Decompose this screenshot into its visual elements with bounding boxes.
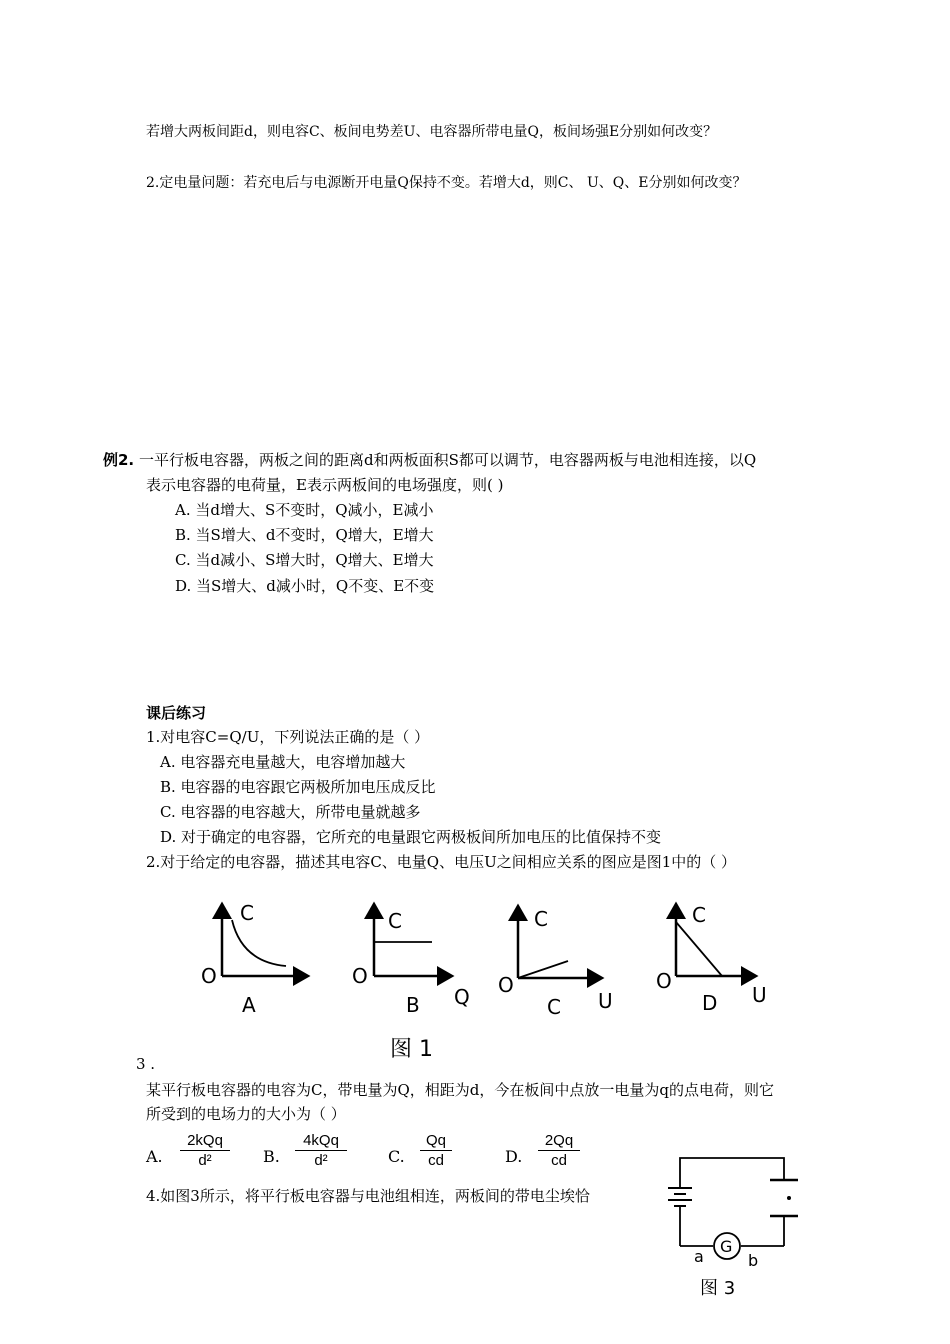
graph-a-letter: A xyxy=(242,993,256,1017)
intro-line-1: 若增大两板间距d，则电容C、板间电势差U、电容器所带电量Q，板间场强E分别如何改变？ xyxy=(146,124,718,140)
q3-option-c-denominator: cd xyxy=(428,1152,444,1169)
example-stem-line-2: 表示电容器的电荷量，E表示两板间的电场强度，则( ) xyxy=(146,476,504,494)
graph-b-letter: B xyxy=(406,993,420,1017)
q1-option-b: B. 电容器的电容跟它两极所加电压成反比 xyxy=(160,778,436,796)
example-option-b: B. 当S增大、d不变时，Q增大，E增大 xyxy=(175,526,434,544)
q3-option-d-fraction xyxy=(538,1132,580,1169)
graph-d-y-label: C xyxy=(692,903,706,927)
practice-heading: 课后练习 xyxy=(146,704,207,722)
graph-c-x-label: U xyxy=(598,989,613,1013)
figure-3-caption: 图 3 xyxy=(700,1278,736,1299)
example-option-d: D. 当S增大、d减小时，Q不变、E不变 xyxy=(175,577,435,595)
q3-stem-line-1: 某平行板电容器的电容为C，带电量为Q，相距为d，今在板间中点放一电量为q的点电荷，则它 xyxy=(146,1081,774,1099)
q4-stem: 4.如图3所示，将平行板电容器与电池组相连，两板间的带电尘埃恰 xyxy=(146,1187,590,1205)
example-option-c: C. 当d减小、S增大时，Q增大、E增大 xyxy=(175,551,434,569)
q3-option-a-label: A. xyxy=(146,1147,163,1166)
q3-option-c-label: C. xyxy=(388,1147,405,1166)
q3-option-d-denominator: cd xyxy=(551,1152,567,1169)
graph-c-origin: O xyxy=(498,973,514,997)
q3-option-a-numerator: 2kQq xyxy=(187,1132,223,1149)
graph-b-origin: O xyxy=(352,964,368,988)
graph-c xyxy=(498,906,613,1019)
q3-option-b-label: B. xyxy=(263,1147,280,1166)
figure-1-caption: 图 1 xyxy=(390,1037,433,1062)
node-b-label: b xyxy=(748,1251,759,1270)
q3-number: 3 . xyxy=(136,1055,156,1073)
graph-d-letter: D xyxy=(702,991,718,1015)
node-a-label: a xyxy=(694,1247,704,1266)
q3-option-b-fraction xyxy=(295,1132,347,1169)
q1-option-a: A. 电容器充电量越大，电容增加越大 xyxy=(160,753,406,771)
graph-a-origin: O xyxy=(201,964,217,988)
graph-a-curve xyxy=(232,920,286,966)
figure-1 xyxy=(190,890,790,1065)
graph-b-x-label: Q xyxy=(454,985,470,1009)
graph-d-x-label: U xyxy=(752,983,767,1007)
q1-option-d: D. 对于确定的电容器，它所充的电量跟它两极板间所加电压的比值保持不变 xyxy=(160,828,662,846)
q1-stem: 1.对电容C=Q/U，下列说法正确的是（ ） xyxy=(146,728,430,746)
graph-b-y-label: C xyxy=(388,909,402,933)
q2-stem: 2.对于给定的电容器，描述其电容C、电量Q、电压U之间相应关系的图应是图1中的（ ） xyxy=(146,853,737,871)
figure-3-circuit xyxy=(652,1150,812,1306)
q1-option-c: C. 电容器的电容越大，所带电量就越多 xyxy=(160,803,421,821)
galvanometer-label: G xyxy=(720,1237,733,1256)
graph-c-y-label: C xyxy=(534,907,548,931)
intro-line-2: 2.定电量问题：若充电后与电源断开电量Q保持不变。若增大d，则C、 U、Q、E分别如何改变？ xyxy=(146,175,747,191)
graph-d xyxy=(656,903,767,1015)
graph-a xyxy=(201,901,308,1017)
q3-option-a-denominator: d² xyxy=(198,1152,212,1169)
q3-option-a-fraction xyxy=(180,1132,230,1169)
dust-particle xyxy=(787,1196,791,1200)
q3-option-b-numerator: 4kQq xyxy=(303,1132,339,1149)
q3-option-c-fraction xyxy=(420,1132,452,1169)
q3-option-c-numerator: Qq xyxy=(425,1132,446,1149)
graph-b xyxy=(352,904,470,1017)
graph-d-origin: O xyxy=(656,969,672,993)
example-option-a: A. 当d增大、S不变时，Q减小，E减小 xyxy=(175,501,434,519)
q3-option-d-label: D. xyxy=(505,1147,523,1166)
q3-option-b-denominator: d² xyxy=(314,1152,328,1169)
graph-c-letter: C xyxy=(547,995,561,1019)
q3-option-d-numerator: 2Qq xyxy=(544,1132,574,1149)
graph-d-line xyxy=(676,922,722,976)
graph-c-line xyxy=(518,961,568,978)
example-stem-line-1: 一平行板电容器，两板之间的距离d和两板面积S都可以调节，电容器两板与电池相连接，以Q xyxy=(139,451,757,469)
example-label: 例2. xyxy=(103,451,135,469)
q3-stem-line-2: 所受到的电场力的大小为（ ） xyxy=(146,1105,346,1123)
graph-a-y-label: C xyxy=(240,901,254,925)
